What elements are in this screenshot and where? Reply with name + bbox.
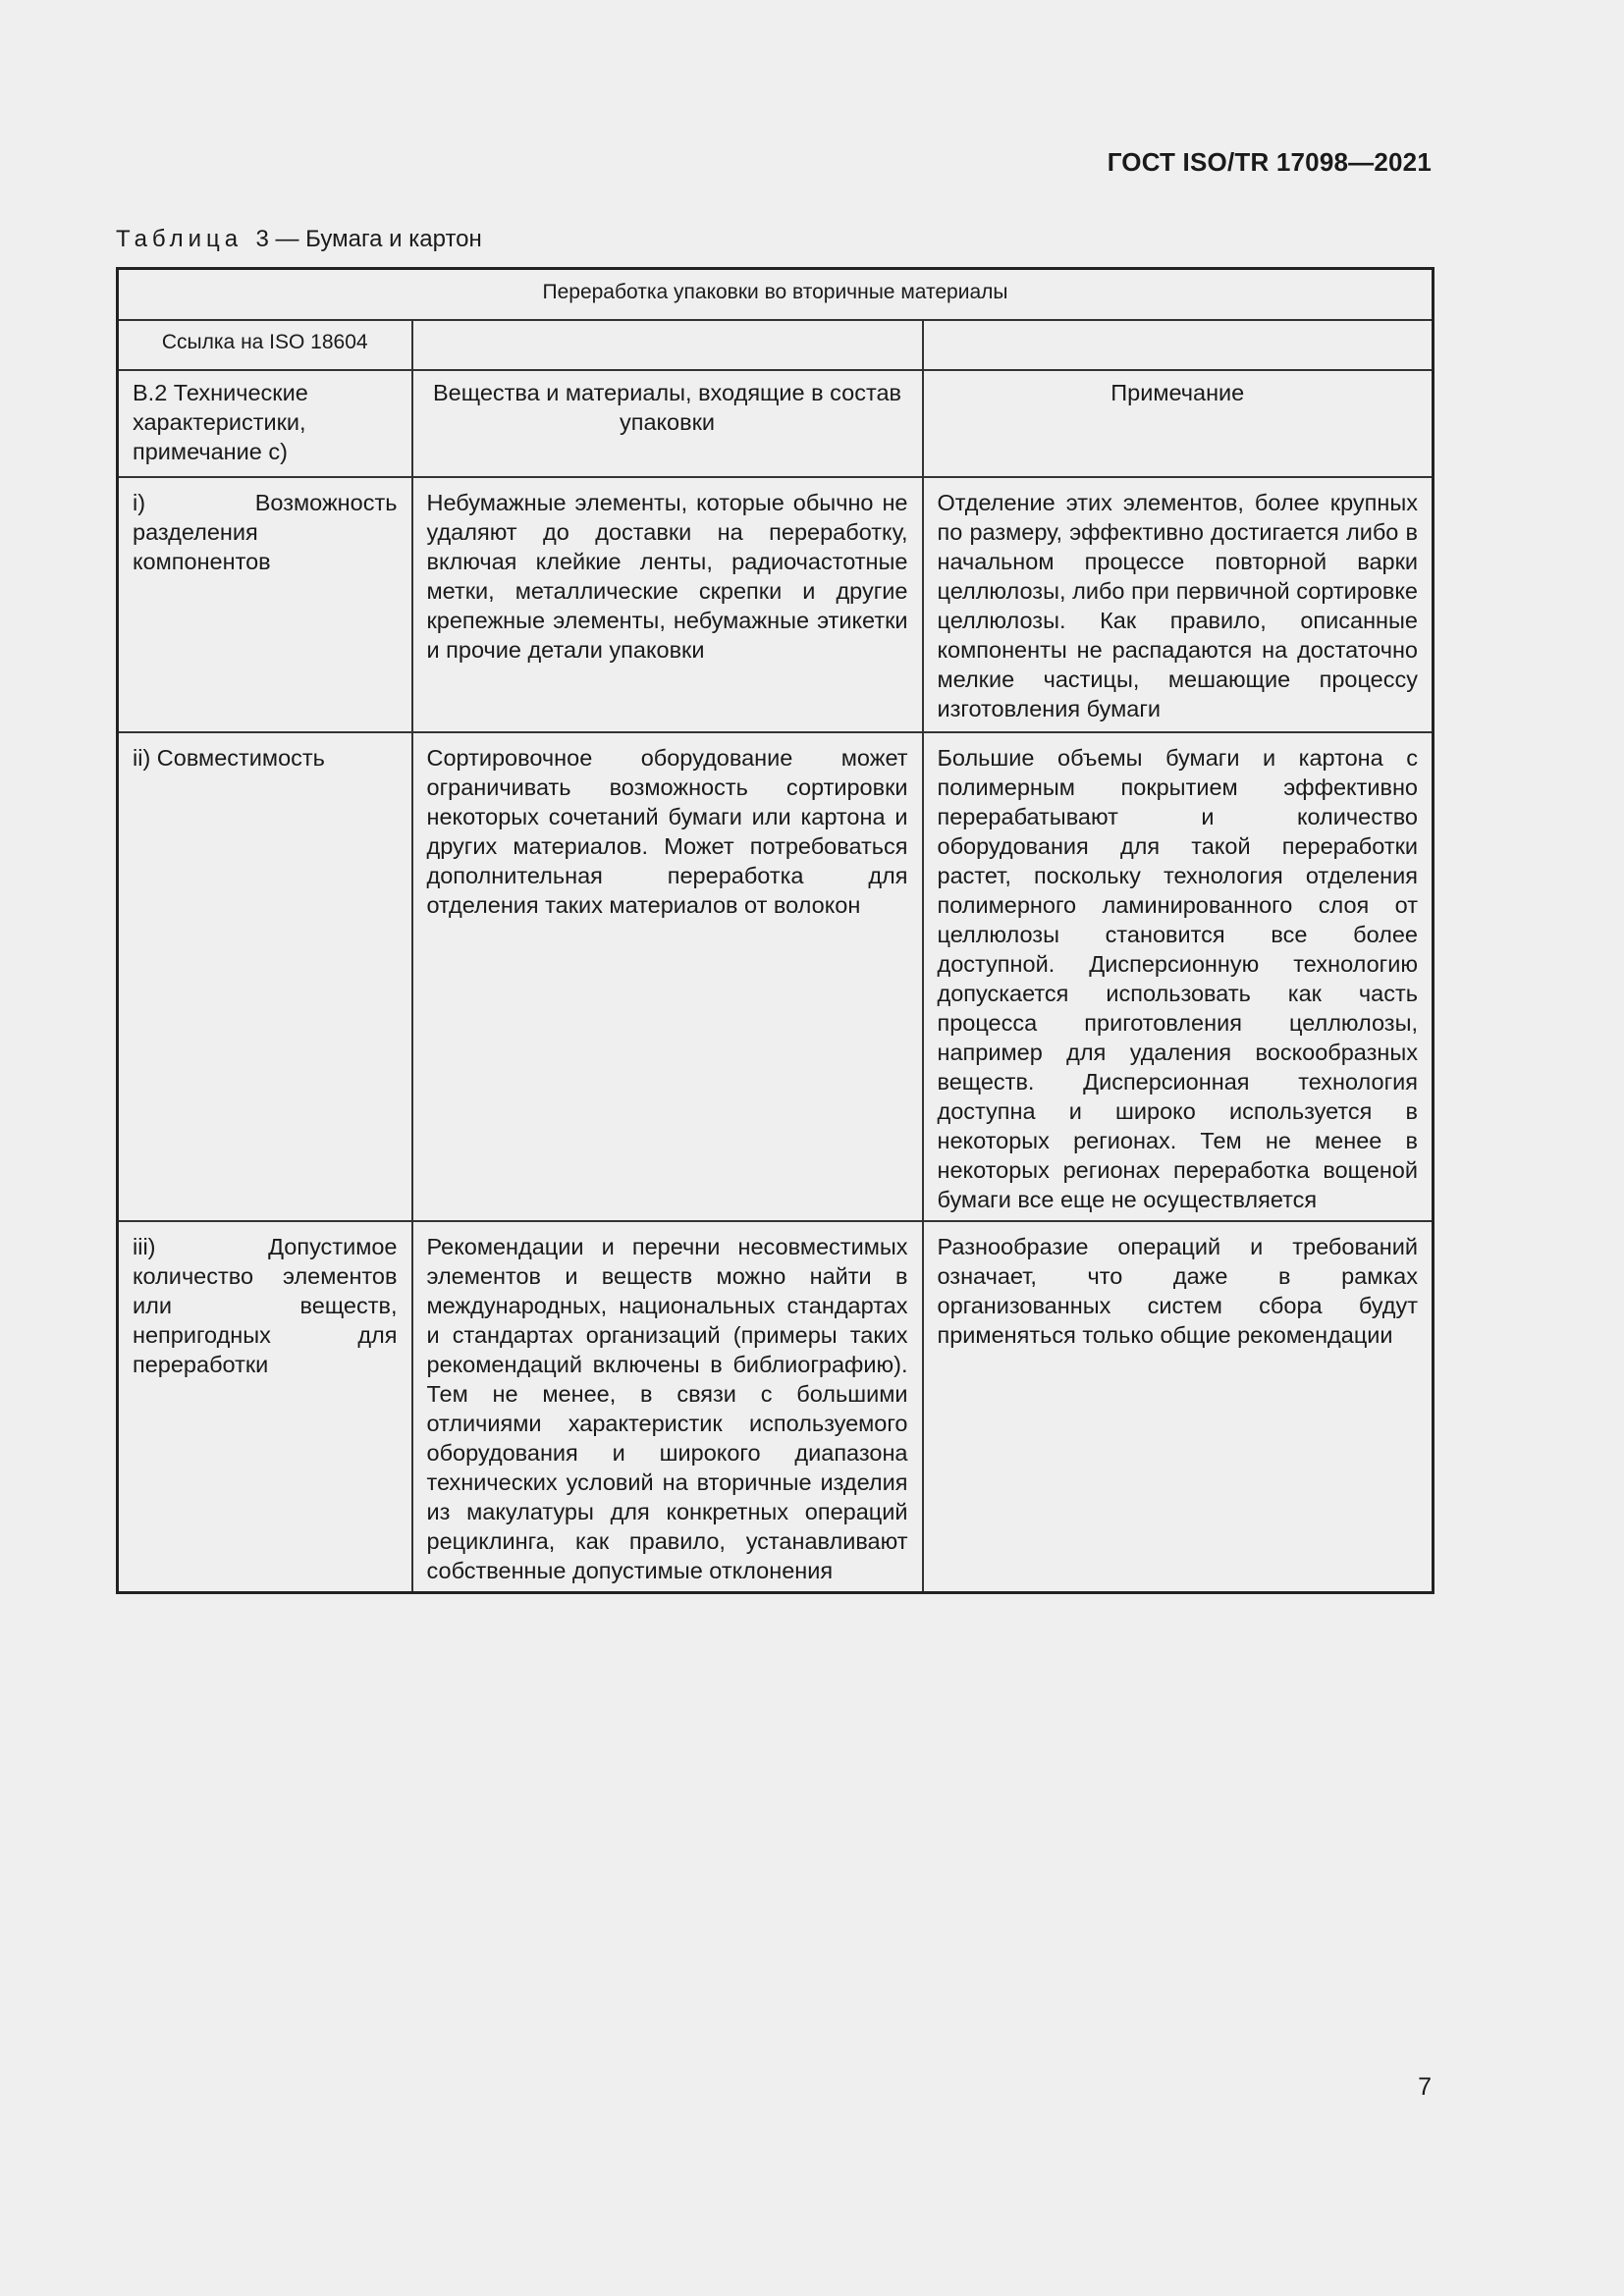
row-note: Отделение этих элементов, более крупных по размеру, эффективно достигается либо в начальном процессе повторной варки целлюлозы, либо при первичной сортировке целлюлозы. Как правило, описанные компоненты не распадаются на достаточно мелкие частицы, мешающие процессу изготовления бумаги bbox=[923, 477, 1434, 732]
column-header-substances: Вещества и материалы, входящие в состав упаковки bbox=[412, 370, 923, 477]
page-number: 7 bbox=[1418, 2073, 1432, 2101]
row-note: Разнообразие операций и требований означает, что даже в рамках организованных систем сбора будут применяться только общие рекомендации bbox=[923, 1221, 1434, 1593]
table-caption bbox=[116, 226, 482, 253]
row-characteristic: iii) Допустимое количество элементов или веществ, непригодных для переработки bbox=[118, 1221, 412, 1593]
table-reference-row bbox=[118, 320, 1434, 370]
table-caption-label: Таблица bbox=[116, 226, 244, 252]
document-header: ГОСТ ISO/TR 17098—2021 bbox=[1107, 147, 1432, 177]
column-header-note: Примечание bbox=[923, 370, 1434, 477]
empty-cell bbox=[923, 320, 1434, 370]
row-substances: Сортировочное оборудование может ограничивать возможность сортировки некоторых сочетаний бумаги или картона и других материалов. Может потребоваться дополнительная переработка для отделения таких материалов от волокон bbox=[412, 732, 923, 1221]
row-characteristic: ii) Совместимость bbox=[118, 732, 412, 1221]
table-row bbox=[118, 477, 1434, 732]
recycling-table bbox=[116, 267, 1435, 1594]
empty-cell bbox=[412, 320, 923, 370]
table-title-row bbox=[118, 269, 1434, 321]
column-header-characteristic: B.2 Технические характеристики, примечание c) bbox=[118, 370, 412, 477]
table-row bbox=[118, 732, 1434, 1221]
table-reference: Ссылка на ISO 18604 bbox=[118, 320, 412, 370]
row-note: Большие объемы бумаги и картона с полимерным покрытием эффективно перерабатывают и количество оборудования для такой переработки растет, поскольку технология отделения полимерного ламинированного слоя от целлюлозы становится все более доступной. Дисперсионную технологию допускается использовать как часть процесса приготовления целлюлозы, например для удаления воскообразных веществ. Дисперсионная технология доступна и широко используется в некоторых регионах. Тем не менее в некоторых регионах переработка вощеной бумаги все еще не осуществляется bbox=[923, 732, 1434, 1221]
row-characteristic: i) Возможность разделения компонентов bbox=[118, 477, 412, 732]
table-caption-text: 3 — Бумага и картон bbox=[255, 226, 482, 252]
table-header-row bbox=[118, 370, 1434, 477]
table-row bbox=[118, 1221, 1434, 1593]
row-substances: Рекомендации и перечни несовместимых элементов и веществ можно найти в международных, национальных стандартах и стандартах организаций (примеры таких рекомендаций включены в библиографию). Тем не менее, в связи с большими отличиями характеристик используемого оборудования и широкого диапазона технических условий на вторичные изделия из макулатуры для конкретных операций рециклинга, как правило, устанавливают собственные допустимые отклонения bbox=[412, 1221, 923, 1593]
table-title: Переработка упаковки во вторичные материалы bbox=[118, 269, 1434, 321]
row-substances: Небумажные элементы, которые обычно не удаляют до доставки на переработку, включая клейкие ленты, радиочастотные метки, металлические скрепки и другие крепежные элементы, небумажные этикетки и прочие детали упаковки bbox=[412, 477, 923, 732]
